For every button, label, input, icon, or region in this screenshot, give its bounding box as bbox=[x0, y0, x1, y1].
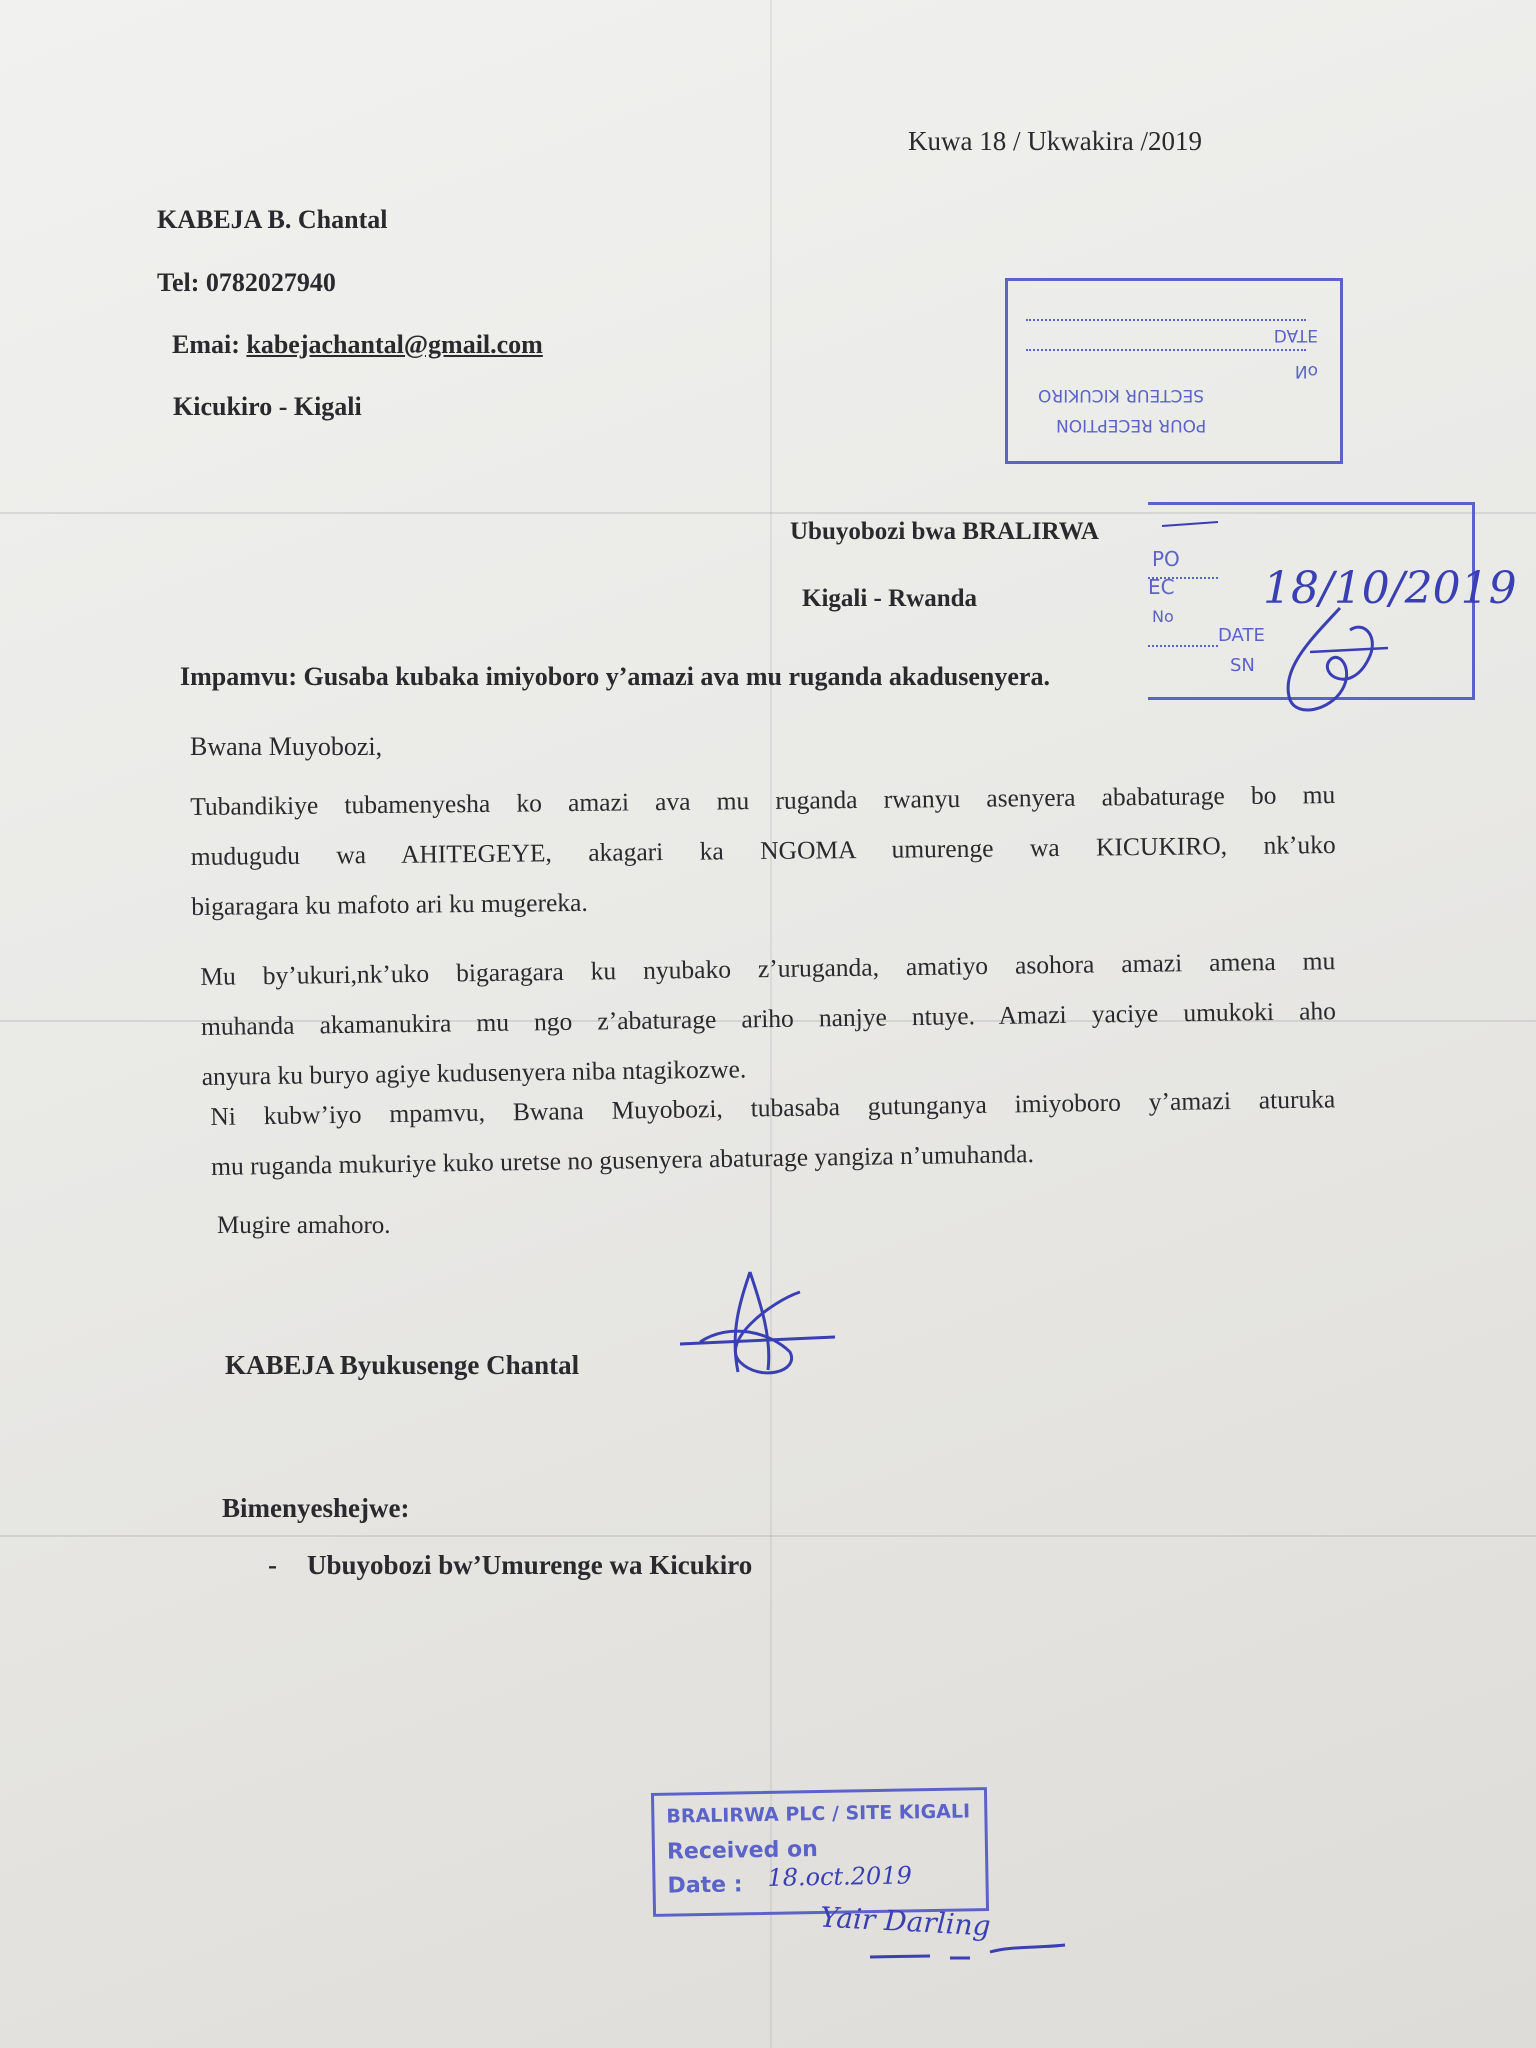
body-line: anyura ku buryo agiye kudusenyera niba ntagikozwe. bbox=[201, 1054, 747, 1091]
receiver-pen-strokes bbox=[860, 1912, 1070, 1972]
recipient-line1: Ubuyobozi bwa BRALIRWA bbox=[790, 518, 1099, 545]
stamp-dotted-line bbox=[1026, 349, 1306, 351]
sender-name: KABEJA B. Chantal bbox=[157, 205, 388, 234]
closing: Mugire amahoro. bbox=[217, 1212, 391, 1239]
stamp-text: DATE bbox=[1218, 625, 1265, 646]
stamp-text: SECTEUR KICUKIRO bbox=[1038, 385, 1205, 405]
salutation: Bwana Muyobozi, bbox=[190, 732, 383, 761]
handwritten-receipt-date: 18/10/2019 bbox=[1263, 563, 1517, 614]
stamp-text: No bbox=[1294, 361, 1318, 381]
body-line: Mu by’ukuri,nk’uko bigaragara ku nyubako z’uruganda, amatiyo asohora amazi amena mu bbox=[200, 946, 1336, 991]
stamp-text: No bbox=[1152, 607, 1174, 626]
handwritten-receiver-name: Yair Darling bbox=[819, 1900, 992, 1943]
handwritten-signature bbox=[680, 1262, 850, 1402]
body-line: Ni kubw’iyo mpamvu, Bwana Muyobozi, tubasaba gutunganya imiyoboro y’amazi aturuka bbox=[210, 1084, 1336, 1131]
receipt-initials-scribble bbox=[1270, 600, 1400, 720]
stamp-text: PO bbox=[1152, 547, 1180, 571]
stamp-text: BRALIRWA PLC / SITE KIGALI bbox=[666, 1800, 971, 1828]
body-line: bigaragara ku mafoto ari ku mugereka. bbox=[191, 887, 588, 921]
handwritten-received-date: 18.oct.2019 bbox=[767, 1861, 913, 1892]
body-paragraph-1 bbox=[190, 770, 1337, 932]
body-paragraph-3 bbox=[210, 1074, 1336, 1192]
stamp-dotted-line bbox=[1026, 319, 1306, 321]
cc-bullet: - bbox=[268, 1550, 277, 1580]
sender-email-line bbox=[172, 330, 543, 360]
reception-stamp bbox=[1005, 278, 1343, 464]
letter-subject: Impamvu: Gusaba kubaka imiyoboro y’amazi ava mu ruganda akadusenyera. bbox=[180, 662, 1050, 691]
signer-name: KABEJA Byukusenge Chantal bbox=[225, 1350, 580, 1380]
stamp-dotted-line bbox=[1148, 577, 1218, 579]
cc-heading: Bimenyeshejwe: bbox=[222, 1493, 410, 1523]
sender-location: Kicukiro - Kigali bbox=[173, 392, 362, 421]
stamp-text: Received on bbox=[666, 1837, 818, 1865]
sender-email-label: Emai: bbox=[172, 330, 247, 359]
cc-item bbox=[268, 1550, 752, 1581]
letter-date: Kuwa 18 / Ukwakira /2019 bbox=[908, 126, 1202, 156]
body-line: Tubandikiye tubamenyesha ko amazi ava mu ruganda rwanyu asenyera ababaturage bo mu bbox=[190, 780, 1336, 821]
stamp-text: POUR RECEPTION bbox=[1056, 415, 1207, 435]
stamp-text: SN bbox=[1230, 655, 1255, 676]
recipient-line2: Kigali - Rwanda bbox=[802, 585, 978, 612]
stamp-text: DATE bbox=[1273, 325, 1318, 345]
body-line: muhanda akamanukira mu ngo z’abaturage ariho nanjye ntuye. Amazi yaciye umukoki aho bbox=[200, 996, 1337, 1041]
stamp-dotted-line bbox=[1148, 645, 1218, 647]
paper-fold bbox=[0, 1535, 1536, 1537]
body-line: mudugudu wa AHITEGEYE, akagari ka NGOMA umurenge wa KICUKIRO, nk’uko bbox=[190, 830, 1336, 871]
stamp-text: Date : bbox=[667, 1872, 743, 1899]
sender-tel: Tel: 0782027940 bbox=[157, 268, 336, 297]
cc-item-text: Ubuyobozi bw’Umurenge wa Kicukiro bbox=[307, 1550, 753, 1580]
bralirwa-receipt-stamp bbox=[651, 1787, 989, 1917]
sender-email-link[interactable]: kabejachantal@gmail.com bbox=[246, 330, 543, 359]
stamp-text: EC bbox=[1148, 575, 1175, 599]
body-line: mu ruganda mukuriye kuko uretse no gusenyera abaturage yangiza n’umuhanda. bbox=[210, 1139, 1035, 1181]
